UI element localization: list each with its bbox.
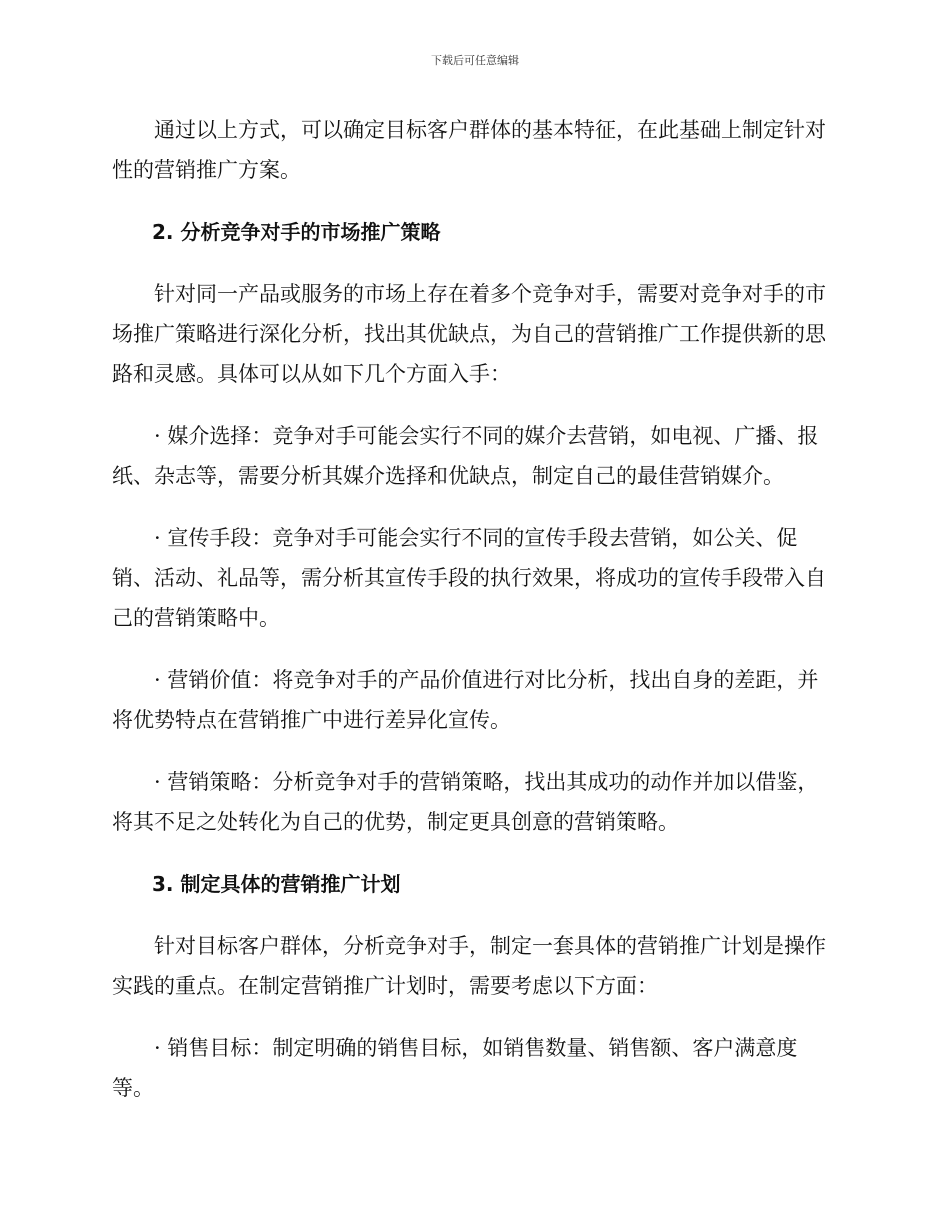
document-body <box>112 110 832 1108</box>
bullet-sales-target: · 销售目标：制定明确的销售目标，如销售数量、销售额、客户满意度等。 <box>112 1036 798 1100</box>
page-header: 下载后可任意编辑 <box>431 54 519 67</box>
paragraph-intro-conclusion: 通过以上方式，可以确定目标客户群体的基本特征，在此基础上制定针对性的营销推广方案。 <box>112 118 826 182</box>
bullet-promotion-means: · 宣传手段：竞争对手可能会实行不同的宣传手段去营销，如公关、促销、活动、礼品等，需分析其宣传手段的执行效果，将成功的宣传手段带入自己的营销策略中。 <box>112 526 826 630</box>
section-heading-2: 2. 分析竞争对手的市场推广策略 <box>152 220 441 244</box>
paragraph-plan-intro: 针对目标客户群体，分析竞争对手，制定一套具体的营销推广计划是操作实践的重点。在制定营销推广计划时，需要考虑以下方面： <box>112 934 826 998</box>
paragraph-competitor-analysis: 针对同一产品或服务的市场上存在着多个竞争对手，需要对竞争对手的市场推广策略进行深化分析，找出其优缺点，为自己的营销推广工作提供新的思路和灵感。具体可以从如下几个方面入手： <box>112 282 826 386</box>
bullet-media-choice: · 媒介选择：竞争对手可能会实行不同的媒介去营销，如电视、广播、报纸、杂志等，需要分析其媒介选择和优缺点，制定自己的最佳营销媒介。 <box>112 424 819 488</box>
bullet-marketing-strategy: · 营销策略：分析竞争对手的营销策略，找出其成功的动作并加以借鉴，将其不足之处转化为自己的优势，制定更具创意的营销策略。 <box>112 770 819 834</box>
bullet-marketing-value: · 营销价值：将竞争对手的产品价值进行对比分析，找出自身的差距，并将优势特点在营销推广中进行差异化宣传。 <box>112 668 819 732</box>
section-heading-3: 3. 制定具体的营销推广计划 <box>152 872 401 896</box>
